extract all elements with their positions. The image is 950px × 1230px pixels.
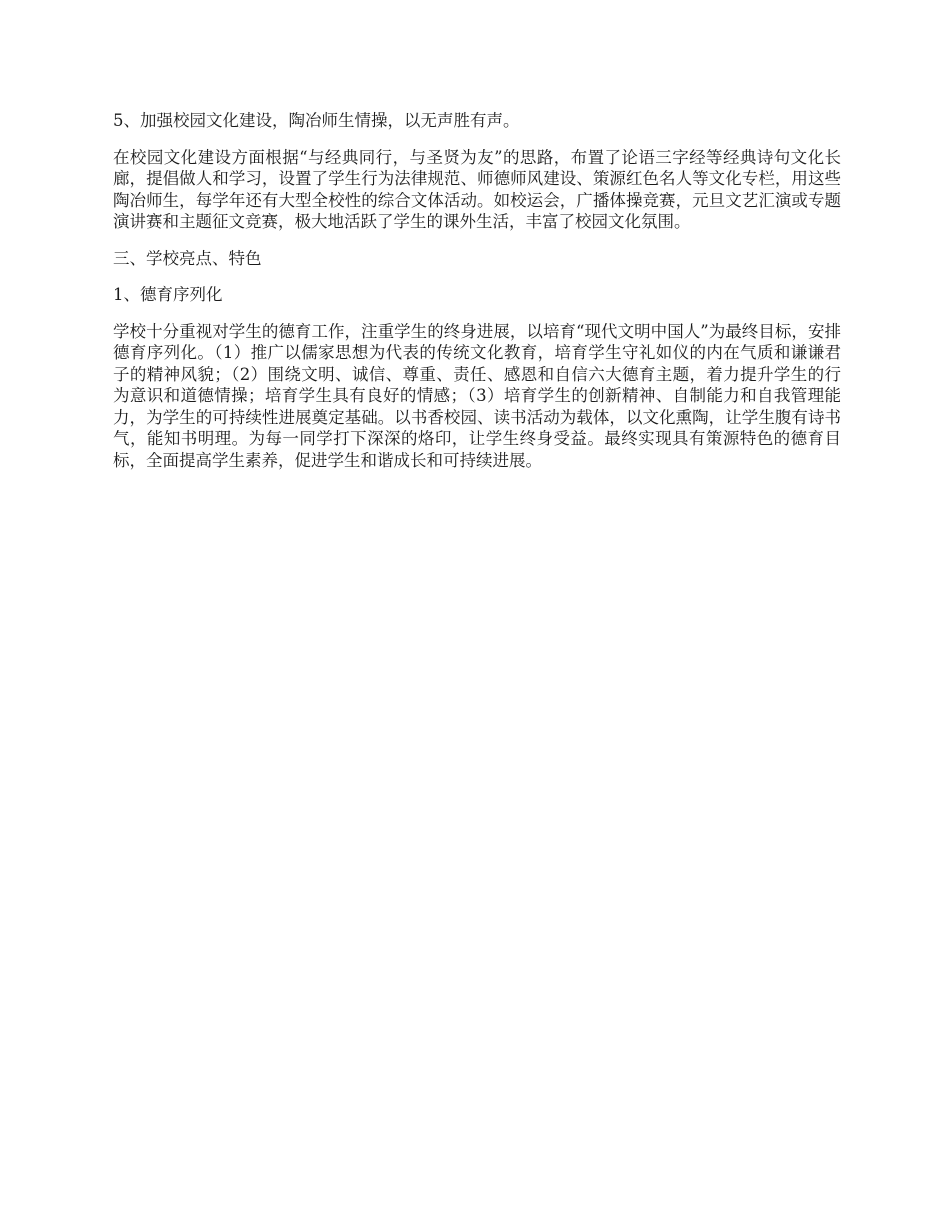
paragraph-moral-education: 学校十分重视对学生的德育工作，注重学生的终身进展，以培育“现代文明中国人”为最终目标，安排德育序列化。（1）推广以儒家思想为代表的传统文化教育，培育学生守礼如仪的内在气质和谦谦君子的精神风貌；（2）围绕文明、诚信、尊重、责任、感恩和自信六大德育主题，着力提升学生的行为意识和道德情操；培育学生具有良好的情感；（3）培育学生的创新精神、自制能力和自我管理能力，为学生的可持续性进展奠定基础。以书香校园、读书活动为载体，以文化熏陶，让学生腹有诗书气，能知书明理。为每一同学打下深深的烙印，让学生终身受益。最终实现具有策源特色的德育目标，全面提高学生素养，促进学生和谐成长和可持续进展。 bbox=[113, 321, 841, 470]
document-body bbox=[113, 110, 841, 486]
section-heading-highlights: 三、学校亮点、特色 bbox=[113, 248, 262, 268]
heading-item-1: 1、德育序列化 bbox=[113, 285, 223, 304]
paragraph-campus-culture: 在校园文化建设方面根据“与经典同行，与圣贤为友”的思路，布置了论语三字经等经典诗句文化长廊，提倡做人和学习，设置了学生行为法律规范、师德师风建设、策源红色名人等文化专栏，用这些陶冶师生，每学年还有大型全校性的综合文体活动。如校运会，广播体操竞赛，元旦文艺汇演或专题演讲赛和主题征文竞赛，极大地活跃了学生的课外生活，丰富了校园文化氛围。 bbox=[113, 147, 841, 231]
heading-item-5: 5、加强校园文化建设，陶冶师生情操，以无声胜有声。 bbox=[113, 111, 520, 130]
